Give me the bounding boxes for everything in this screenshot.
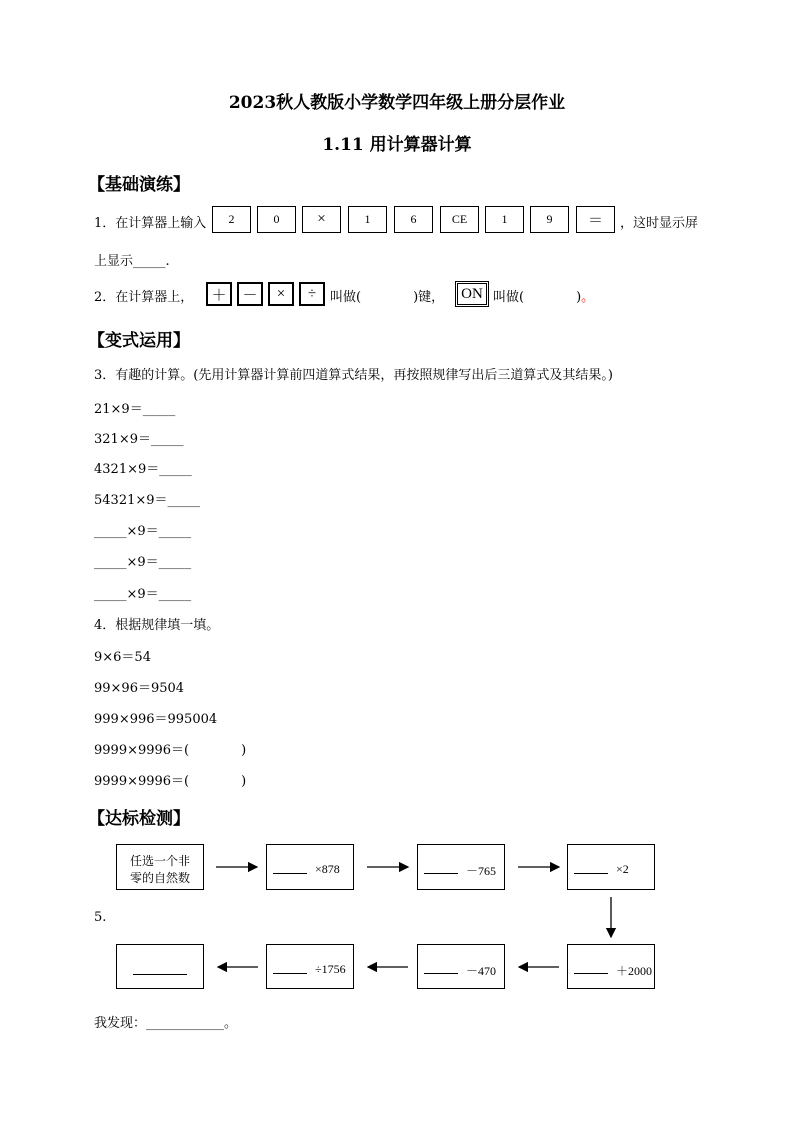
section-variant-heading: 【变式运用】: [88, 331, 190, 351]
q3-line-3: 4321×9＝_____: [94, 462, 192, 477]
calc-key-0: 0: [257, 206, 296, 233]
q2-end-mark: 。: [581, 290, 595, 305]
flow-start-line-2: 零的自然数: [129, 871, 190, 885]
calc-key-equals: ＝: [576, 206, 615, 233]
flow-op: －765: [466, 864, 497, 878]
page-subtitle: 1.11 用计算器计算: [322, 135, 472, 155]
calc-key-9: 9: [530, 206, 569, 233]
q3-line-6: _____×9＝_____: [94, 555, 192, 570]
calc-key-1: 1: [348, 206, 387, 233]
q4-line-3: 999×996＝995004: [94, 712, 218, 727]
q4-prompt: 4．根据规律填一填。: [94, 618, 220, 633]
calc-key-multiply: ×: [302, 206, 341, 233]
calc-key-1b: 1: [485, 206, 524, 233]
calc-key-divide: ÷: [299, 282, 325, 306]
q1-suffix: ，这时显示屏: [620, 216, 699, 231]
q5-number: 5.: [94, 910, 107, 925]
calc-key-ce: CE: [440, 206, 479, 233]
q2-mid: 叫做( )键，: [330, 290, 445, 305]
flow-start-line-1: 任选一个非: [129, 854, 190, 868]
q3-line-1: 21×9＝_____: [94, 402, 176, 417]
q5-finding: 我发现：____________。: [94, 1016, 238, 1031]
q2-prefix: 2．在计算器上，: [94, 290, 194, 305]
flow-op: ×878: [315, 862, 340, 876]
page-title: 2023秋人教版小学数学四年级上册分层作业: [228, 93, 566, 113]
q3-prompt: 3．有趣的计算。(先用计算器计算前四道算式结果，再按照规律写出后三道算式及其结果。): [94, 368, 613, 383]
q3-line-4: 54321×9＝_____: [94, 493, 201, 508]
q4-line-1: 9×6＝54: [94, 650, 151, 665]
calc-key-on: ON: [455, 281, 489, 307]
flow-op: ＋2000: [616, 964, 653, 978]
q1-line2: 上显示_____.: [94, 254, 170, 269]
calc-key-times: ×: [268, 282, 294, 306]
calc-key-6: 6: [394, 206, 433, 233]
q4-line-4: 9999×9996＝( ): [94, 743, 247, 758]
section-basic-heading: 【基础演练】: [88, 175, 190, 195]
flow-op: ÷1756: [315, 962, 346, 976]
q1-prefix: 1．在计算器上输入: [94, 216, 207, 231]
flow-op: －470: [466, 964, 497, 978]
flow-op: ×2: [616, 862, 629, 876]
q3-line-5: _____×9＝_____: [94, 524, 192, 539]
q3-line-2: 321×9＝_____: [94, 432, 184, 447]
calc-key-minus: －: [237, 282, 263, 306]
q4-line-2: 99×96＝9504: [94, 681, 185, 696]
q4-line-5: 9999×9996＝( ): [94, 774, 247, 789]
q3-line-7: _____×9＝_____: [94, 587, 192, 602]
q2-end-text: 叫做( ): [493, 290, 582, 305]
calc-key-plus: ＋: [206, 282, 232, 306]
section-test-heading: 【达标检测】: [88, 809, 190, 829]
calc-key-2: 2: [212, 206, 251, 233]
